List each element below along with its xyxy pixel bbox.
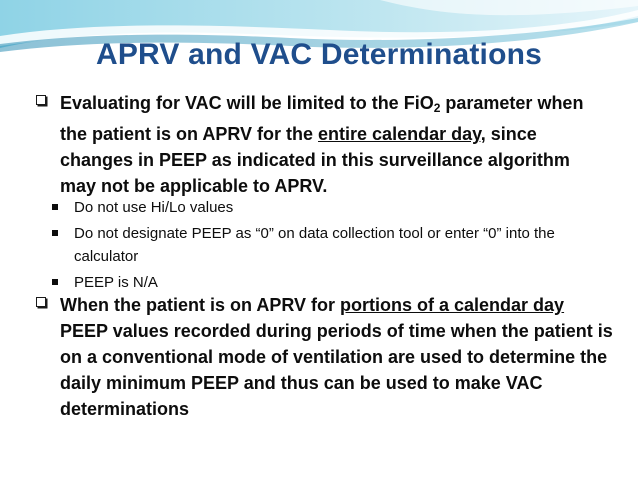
list-item: Do not use Hi/Lo values <box>68 196 598 219</box>
bullet-text: Evaluating for VAC will be limited to the FiO$_2$ parameter when the patient is on APRV for the entire calendar day, since changes in PEEP as indicated in this surveillance algorithm may not be applicable to APRV. <box>60 93 584 196</box>
square-bullet-icon <box>52 230 58 236</box>
checkbox-bullet-icon <box>36 95 48 107</box>
sub-bullet-list <box>68 196 598 297</box>
bullet-portions-of-day <box>36 292 616 422</box>
list-item: PEEP is N/A <box>68 271 598 294</box>
checkbox-bullet-icon <box>36 297 48 309</box>
slide-title: APRV and VAC Determinations <box>95 38 543 71</box>
square-bullet-icon <box>52 204 58 210</box>
underlined-phrase: entire calendar day, <box>318 124 486 144</box>
underlined-phrase: portions of a calendar day <box>340 295 565 315</box>
list-item: Do not designate PEEP as “0” on data collection tool or enter “0” into the calculator <box>68 222 598 268</box>
bullet-evaluating-vac <box>36 90 596 199</box>
square-bullet-icon <box>52 279 58 285</box>
bullet-text: When the patient is on APRV for portions of a calendar day PEEP values recorded during periods of time when the patient is on a conventional mode of ventilation are used to determine the daily minimum PEEP and thus can be used to make VAC determinations <box>60 295 613 419</box>
